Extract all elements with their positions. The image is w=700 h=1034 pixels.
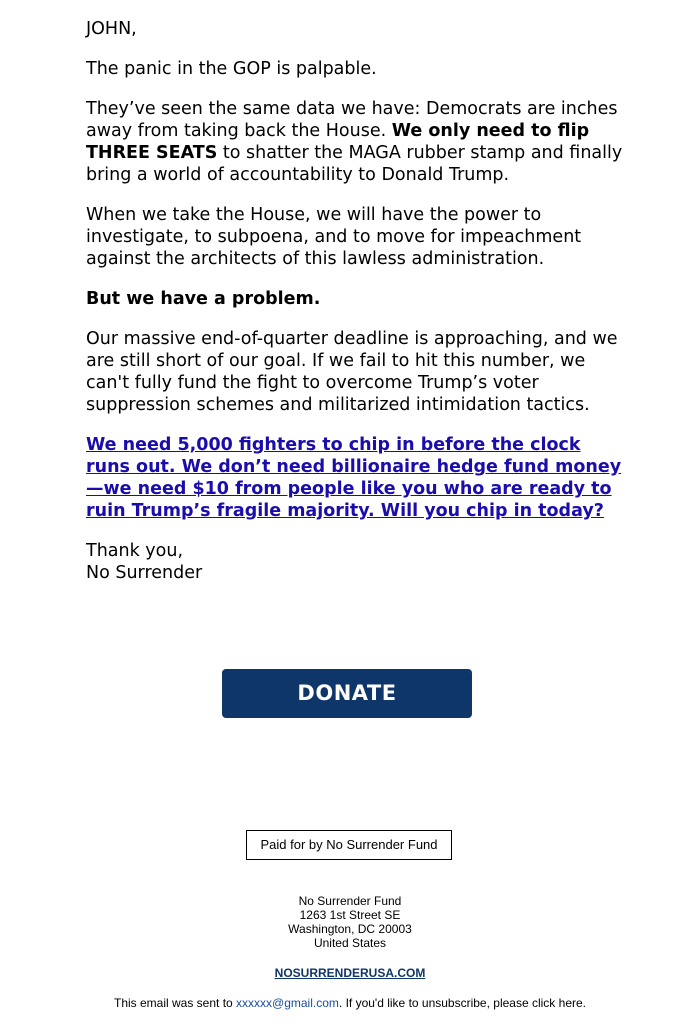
cta-link[interactable]: We need 5,000 fighters to chip in before the clock runs out. We don’t need billionaire hedge fund money—we need $10 from people like you who are ready to ruin Trump’s fragile majority. Will you chip in today? — [86, 435, 622, 521]
paragraph-2 — [86, 98, 626, 186]
recipient-email-link[interactable]: xxxxxx@gmail.com — [236, 996, 339, 1010]
signoff — [86, 540, 626, 584]
unsubscribe-notice — [0, 996, 700, 1010]
email-body — [86, 18, 626, 584]
paragraph-2-text-c: to shatter the MAGA rubber stamp and finally bring a world of accountability to Donald Trump. — [86, 143, 623, 185]
donate-container — [222, 669, 472, 718]
paragraph-4 — [86, 288, 626, 310]
greeting: JOHN, — [86, 19, 137, 39]
unsub-suffix: . If you'd like to unsubscribe, please click here. — [338, 996, 586, 1010]
signoff-thanks: Thank you, — [86, 541, 184, 561]
address-line-street: 1263 1st Street SE — [299, 908, 401, 922]
paragraph-3: When we take the House, we will have the power to investigate, to subpoena, and to move for impeachment against the architects of this lawless administration. — [86, 205, 582, 269]
paragraph-5: Our massive end-of-quarter deadline is approaching, and we are still short of our goal. If we fail to hit this number, we can't fully fund the fight to overcome Trump’s voter suppression schemes and militarized intimidation tactics. — [86, 329, 618, 415]
paragraph-2-text-a: They’ve seen the same data we have: Democrats are inches away from taking back the House. — [86, 99, 618, 141]
donate-button[interactable]: DONATE — [222, 669, 472, 718]
signoff-name: No Surrender — [86, 563, 203, 583]
address-line-city: Washington, DC 20003 — [288, 922, 412, 936]
paragraph-2-bold: We only need to flip THREE SEATS — [86, 121, 590, 163]
problem-heading: But we have a problem. — [86, 289, 321, 309]
website-link-container — [0, 966, 700, 980]
address-line-country: United States — [313, 936, 387, 950]
mailing-address — [0, 894, 700, 950]
paragraph-1: The panic in the GOP is palpable. — [86, 59, 377, 79]
website-link[interactable]: NOSURRENDERUSA.COM — [274, 966, 426, 980]
unsub-prefix: This email was sent to — [113, 996, 237, 1010]
paid-for-disclaimer: Paid for by No Surrender Fund — [246, 830, 452, 860]
address-line-org: No Surrender Fund — [298, 894, 402, 908]
cta-paragraph — [86, 434, 626, 522]
